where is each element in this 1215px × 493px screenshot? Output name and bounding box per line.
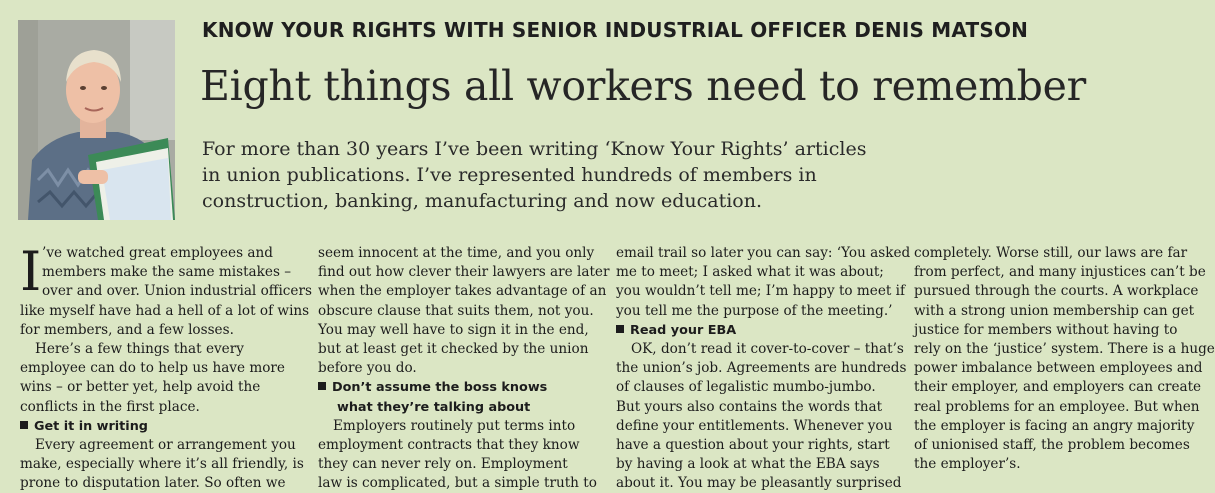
body-line: employee can do to help us have more	[20, 360, 285, 377]
standfirst-line: construction, banking, manufacturing and now education.	[202, 190, 762, 212]
body-line: with a strong union membership can get	[914, 302, 1195, 319]
article-column-4	[914, 244, 1215, 474]
article-column-2	[318, 244, 610, 493]
body-line: the union’s job. Agreements are hundreds	[616, 360, 907, 377]
body-line: from perfect, and many injustices can’t be	[914, 264, 1206, 281]
body-line: of unionised staff, the problem becomes	[914, 436, 1190, 453]
body-line: but at least get it checked by the union	[318, 340, 589, 357]
body-line: Employers routinely put terms into	[333, 417, 576, 434]
body-line: define your entitlements. Whenever you	[616, 417, 893, 434]
body-line: before you do.	[318, 360, 417, 377]
subheading	[318, 378, 594, 397]
article-column-3	[616, 244, 911, 493]
subheading	[616, 321, 892, 340]
body-line: employment contracts that they know	[318, 436, 580, 453]
body-line: wins – or better yet, help avoid the	[20, 379, 261, 396]
drop-cap-paragraph	[20, 240, 312, 303]
author-photo	[18, 20, 175, 220]
standfirst-line: in union publications. I’ve represented hundreds of members in	[202, 164, 817, 186]
body-line: rely on the ‘justice’ system. There is a huge	[914, 340, 1215, 357]
body-line: OK, don’t read it cover-to-cover – that’s	[631, 340, 904, 357]
body-line: make, especially where it’s all friendly, is	[20, 456, 304, 473]
body-line: seem innocent at the time, and you only	[318, 245, 595, 261]
body-line: of clauses of legalistic mumbo-jumbo.	[616, 379, 876, 396]
author-photo-illustration	[18, 20, 175, 220]
body-line: law is complicated, but a simple truth to	[318, 475, 597, 492]
body-line: email trail so later you can say: ‘You asked	[616, 245, 911, 261]
body-line: have a question about your rights, start	[616, 436, 890, 453]
standfirst-line: For more than 30 years I’ve been writing ‘Know Your Rights’ articles	[202, 138, 867, 160]
body-line: Every agreement or arrangement you	[35, 436, 296, 453]
body-line: find out how clever their lawyers are later	[318, 264, 610, 281]
kicker: KNOW YOUR RIGHTS WITH SENIOR INDUSTRIAL OFFICER DENIS MATSON	[202, 18, 1029, 42]
body-line: Here’s a few things that every	[35, 340, 244, 357]
bullet-square-icon	[616, 325, 624, 333]
article-column-1	[20, 240, 312, 493]
subheading-text: Get it in writing	[34, 418, 148, 434]
bullet-square-icon	[318, 382, 326, 390]
body-line: they can never rely on. Employment	[318, 456, 568, 473]
body-line: prone to disputation later. So often we	[20, 475, 286, 492]
body-line: justice for members without having to	[914, 321, 1178, 338]
body-line: when the employer takes advantage of an	[318, 283, 607, 300]
body-line: completely. Worse still, our laws are far	[914, 245, 1188, 261]
standfirst	[202, 136, 1182, 214]
body-line: the employer is facing an angry majority	[914, 417, 1195, 434]
body-line: over and over. Union industrial officers	[42, 283, 312, 300]
body-line: their employer, and employers can create	[914, 379, 1202, 396]
body-line: pursued through the courts. A workplace	[914, 283, 1199, 300]
body-line: obscure clause that suits them, not you.	[318, 302, 594, 319]
body-line: by having a look at what the EBA says	[616, 456, 880, 473]
body-line: for members, and a few losses.	[20, 321, 234, 338]
body-line: you wouldn’t tell me; I’m happy to meet if	[616, 283, 906, 300]
body-line: me to meet; I asked what it was about;	[616, 264, 884, 281]
bullet-square-icon	[20, 421, 28, 429]
body-line: like myself have had a hell of a lot of wins	[20, 302, 310, 319]
body-line: you tell me the purpose of the meeting.’	[616, 302, 893, 319]
body-line: conflicts in the first place.	[20, 398, 200, 415]
subheading	[20, 417, 296, 436]
body-line: about it. You may be pleasantly surprised	[616, 475, 902, 492]
subheading-text: Read your EBA	[630, 322, 737, 338]
headline: Eight things all workers need to remember	[200, 62, 1086, 110]
body-line: You may well have to sign it in the end,	[318, 321, 589, 338]
body-line: members make the same mistakes –	[42, 264, 292, 281]
body-line: real problems for an employee. But when	[914, 398, 1200, 415]
subheading-continuation: what they’re talking about	[337, 399, 531, 415]
subheading-text: Don’t assume the boss knows	[332, 380, 548, 396]
body-line: ’ve watched great employees and	[42, 245, 273, 261]
body-line: power imbalance between employees and	[914, 360, 1203, 377]
body-line: But yours also contains the words that	[616, 398, 883, 415]
drop-cap: I	[20, 240, 42, 303]
body-line: the employer’s.	[914, 456, 1021, 473]
